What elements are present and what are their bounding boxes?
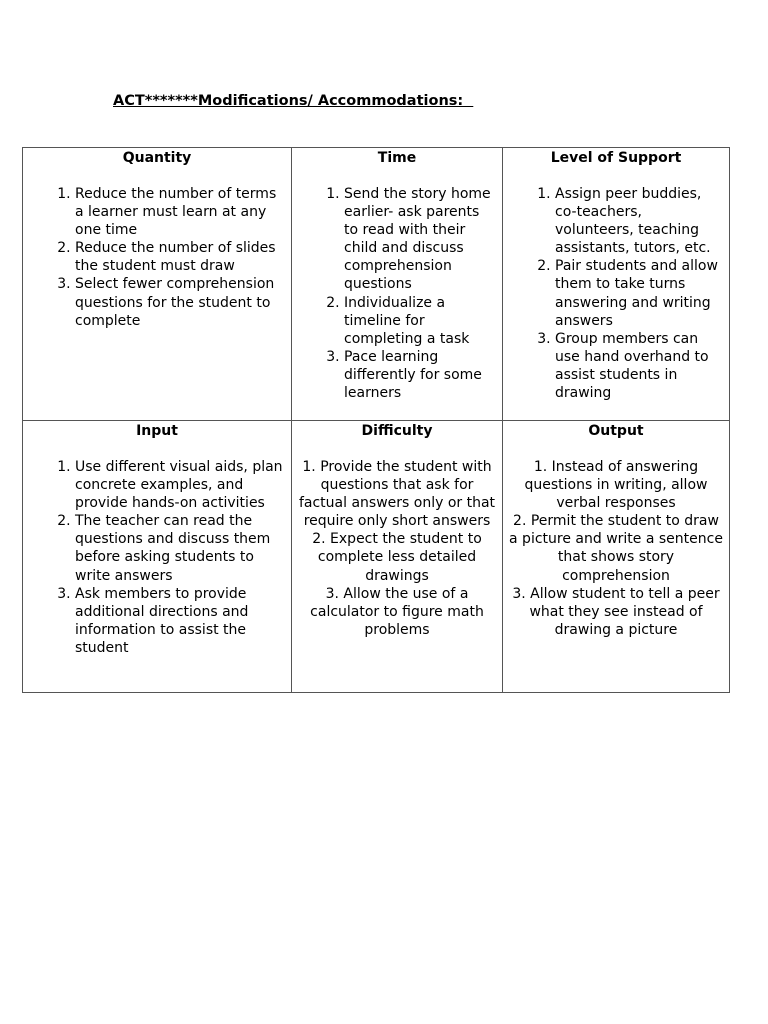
input-cell (23, 421, 292, 693)
list-item: 1. Send the story home earlier- ask parents to read with their child and discuss comprehension questions (344, 185, 496, 294)
level-of-support-heading: Level of Support (550, 150, 682, 166)
list-item: 3. Pace learning differently for some learners (344, 348, 496, 402)
difficulty-cell (292, 421, 503, 693)
input-list (23, 458, 291, 657)
output-heading: Output (588, 423, 644, 439)
list-item: 1. Assign peer buddies, co-teachers, volunteers, teaching assistants, tutors, etc. (555, 185, 723, 257)
level-of-support-cell (503, 148, 730, 421)
list-item: 3. Allow student to tell a peer what they see instead of drawing a picture (507, 585, 725, 639)
quantity-cell (23, 148, 292, 421)
output-cell (503, 421, 730, 693)
list-item: 3. Select fewer comprehension questions for the student to complete (75, 275, 285, 329)
list-item: 3. Allow the use of a calculator to figure math problems (296, 585, 498, 639)
list-item: 3. Group members can use hand overhand to assist students in drawing (555, 330, 723, 402)
time-cell (292, 148, 503, 421)
difficulty-list (292, 458, 502, 639)
time-list (292, 185, 502, 402)
accommodations-table (22, 147, 730, 693)
table-row (23, 421, 730, 693)
list-item: 1. Provide the student with questions that ask for factual answers only or that require only short answers (296, 458, 498, 530)
level-of-support-list (503, 185, 729, 402)
input-heading: Input (136, 423, 178, 439)
quantity-list (23, 185, 291, 330)
document-title: ACT*******Modifications/ Accommodations: (113, 93, 474, 109)
list-item: 1. Reduce the number of terms a learner must learn at any one time (75, 185, 285, 239)
list-item: 1. Instead of answering questions in writing, allow verbal responses (507, 458, 725, 512)
list-item: 2. Individualize a timeline for completing a task (344, 294, 496, 348)
list-item: 3. Ask members to provide additional directions and information to assist the student (75, 585, 285, 657)
difficulty-heading: Difficulty (361, 423, 433, 439)
quantity-heading: Quantity (122, 150, 192, 166)
output-list (503, 458, 729, 639)
list-item: 2. Expect the student to complete less detailed drawings (296, 530, 498, 584)
list-item: 1. Use different visual aids, plan concrete examples, and provide hands-on activities (75, 458, 285, 512)
list-item: 2. The teacher can read the questions and discuss them before asking students to write answers (75, 512, 285, 584)
table-row (23, 148, 730, 421)
time-heading: Time (377, 150, 417, 166)
list-item: 2. Permit the student to draw a picture and write a sentence that shows story comprehension (507, 512, 725, 584)
list-item: 2. Reduce the number of slides the student must draw (75, 239, 285, 275)
list-item: 2. Pair students and allow them to take turns answering and writing answers (555, 257, 723, 329)
